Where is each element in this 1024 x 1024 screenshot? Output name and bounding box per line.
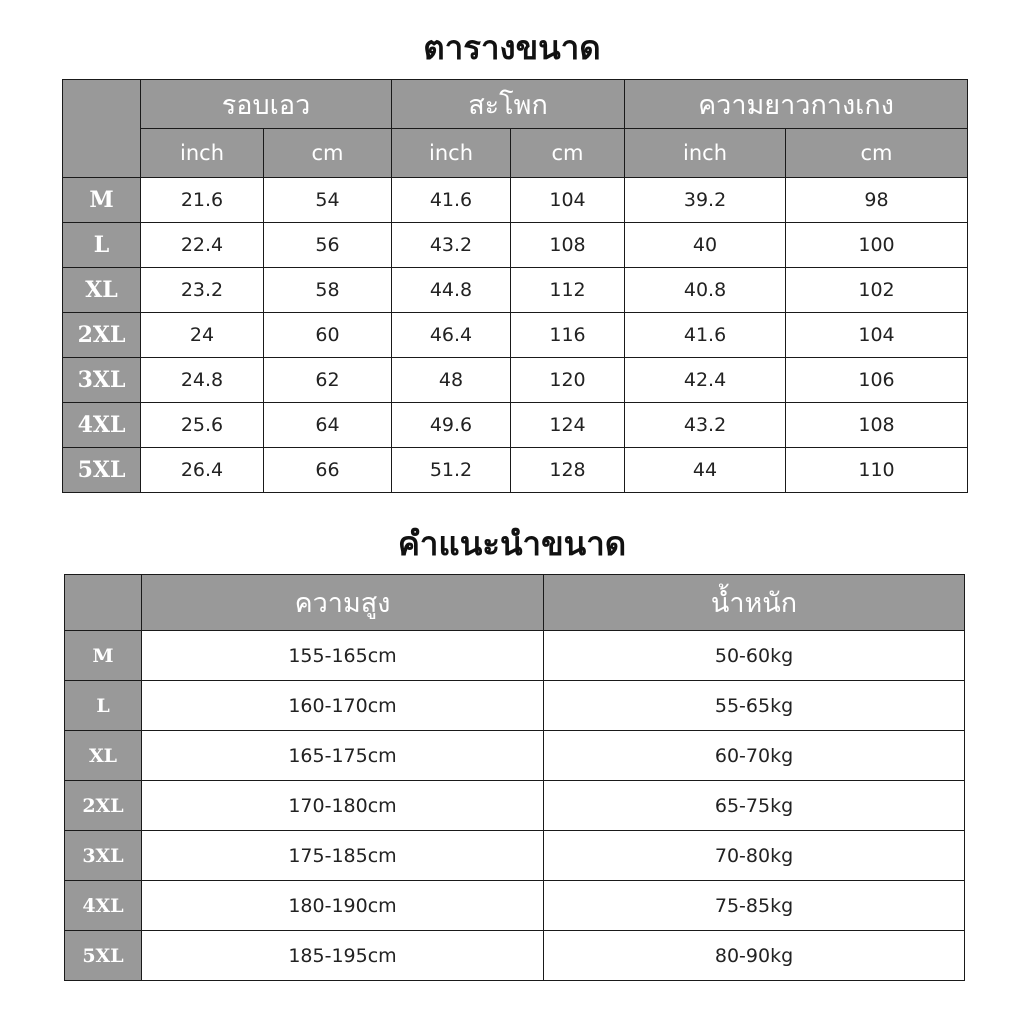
table-cell: 49.6 — [392, 403, 511, 448]
size-recommendation-title: คำแนะนำขนาด — [397, 524, 627, 563]
table-row — [63, 403, 968, 448]
table-cell: 64 — [264, 403, 392, 448]
table-cell: 22.4 — [141, 223, 264, 268]
recommendation-header-row — [65, 575, 965, 631]
table-row — [63, 178, 968, 223]
table-cell: 100 — [786, 223, 968, 268]
table-cell: 60 — [264, 313, 392, 358]
table-row — [63, 268, 968, 313]
table-row — [65, 831, 965, 881]
table-cell: 24 — [141, 313, 264, 358]
size-chart-table — [62, 79, 968, 493]
table-cell: 23.2 — [141, 268, 264, 313]
size-label: 3XL — [63, 358, 141, 403]
weight-cell: 75-85kg — [544, 881, 965, 931]
table-cell: 25.6 — [141, 403, 264, 448]
table-row — [65, 731, 965, 781]
unit-header: cm — [511, 129, 625, 178]
weight-cell: 60-70kg — [544, 731, 965, 781]
size-label: 5XL — [65, 931, 142, 981]
size-chart-group-header-row — [63, 80, 968, 129]
height-cell: 170-180cm — [142, 781, 544, 831]
table-cell: 43.2 — [625, 403, 786, 448]
size-label: 2XL — [63, 313, 141, 358]
table-cell: 58 — [264, 268, 392, 313]
size-label: 4XL — [63, 403, 141, 448]
table-cell: 56 — [264, 223, 392, 268]
size-label: 3XL — [65, 831, 142, 881]
table-row — [65, 931, 965, 981]
table-cell: 112 — [511, 268, 625, 313]
table-cell: 116 — [511, 313, 625, 358]
height-cell: 155-165cm — [142, 631, 544, 681]
header-height: ความสูง — [142, 575, 544, 631]
table-row — [65, 881, 965, 931]
weight-cell: 65-75kg — [544, 781, 965, 831]
table-cell: 39.2 — [625, 178, 786, 223]
table-row — [65, 631, 965, 681]
table-cell: 120 — [511, 358, 625, 403]
table-cell: 24.8 — [141, 358, 264, 403]
height-cell: 175-185cm — [142, 831, 544, 881]
height-cell: 180-190cm — [142, 881, 544, 931]
height-cell: 160-170cm — [142, 681, 544, 731]
unit-header: inch — [392, 129, 511, 178]
table-cell: 128 — [511, 448, 625, 493]
table-cell: 102 — [786, 268, 968, 313]
size-label: XL — [63, 268, 141, 313]
table-cell: 98 — [786, 178, 968, 223]
size-label: M — [65, 631, 142, 681]
table-cell: 108 — [786, 403, 968, 448]
weight-cell: 70-80kg — [544, 831, 965, 881]
unit-header: cm — [786, 129, 968, 178]
table-cell: 21.6 — [141, 178, 264, 223]
size-label: 5XL — [63, 448, 141, 493]
table-cell: 124 — [511, 403, 625, 448]
size-chart-corner-cell — [63, 80, 141, 178]
table-row — [65, 681, 965, 731]
table-cell: 48 — [392, 358, 511, 403]
table-cell: 26.4 — [141, 448, 264, 493]
table-row — [63, 448, 968, 493]
weight-cell: 80-90kg — [544, 931, 965, 981]
size-label: L — [63, 223, 141, 268]
height-cell: 165-175cm — [142, 731, 544, 781]
size-label: M — [63, 178, 141, 223]
size-chart-unit-row — [63, 129, 968, 178]
table-cell: 44 — [625, 448, 786, 493]
table-cell: 46.4 — [392, 313, 511, 358]
table-cell: 44.8 — [392, 268, 511, 313]
table-cell: 51.2 — [392, 448, 511, 493]
table-cell: 42.4 — [625, 358, 786, 403]
size-label: 4XL — [65, 881, 142, 931]
weight-cell: 50-60kg — [544, 631, 965, 681]
table-cell: 108 — [511, 223, 625, 268]
size-recommendation-table — [64, 574, 965, 981]
size-label: L — [65, 681, 142, 731]
unit-header: inch — [141, 129, 264, 178]
table-cell: 104 — [786, 313, 968, 358]
size-chart-title: ตารางขนาด — [423, 28, 601, 67]
unit-header: inch — [625, 129, 786, 178]
table-cell: 41.6 — [625, 313, 786, 358]
table-cell: 106 — [786, 358, 968, 403]
table-row — [63, 223, 968, 268]
unit-header: cm — [264, 129, 392, 178]
table-cell: 104 — [511, 178, 625, 223]
table-row — [63, 358, 968, 403]
table-cell: 62 — [264, 358, 392, 403]
table-row — [63, 313, 968, 358]
weight-cell: 55-65kg — [544, 681, 965, 731]
table-cell: 41.6 — [392, 178, 511, 223]
table-row — [65, 781, 965, 831]
table-cell: 54 — [264, 178, 392, 223]
table-cell: 66 — [264, 448, 392, 493]
height-cell: 185-195cm — [142, 931, 544, 981]
group-header-pants-length: ความยาวกางเกง — [625, 80, 968, 129]
recommendation-corner-cell — [65, 575, 142, 631]
table-cell: 40.8 — [625, 268, 786, 313]
header-weight: น้ำหนัก — [544, 575, 965, 631]
group-header-waist: รอบเอว — [141, 80, 392, 129]
size-label: XL — [65, 731, 142, 781]
table-cell: 40 — [625, 223, 786, 268]
size-label: 2XL — [65, 781, 142, 831]
table-cell: 110 — [786, 448, 968, 493]
table-cell: 43.2 — [392, 223, 511, 268]
group-header-hip: สะโพก — [392, 80, 625, 129]
